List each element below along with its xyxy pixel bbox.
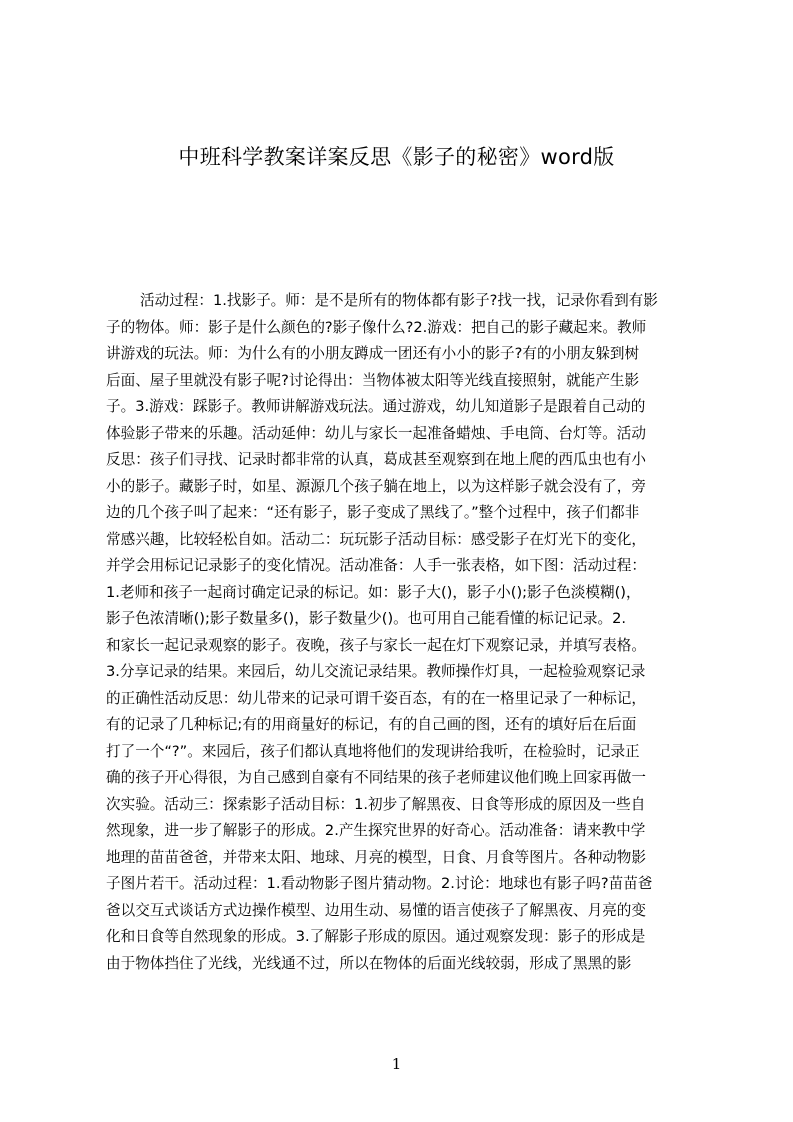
body-text [106, 288, 712, 977]
text-line: 确的孩子开心得很，为自己感到自豪有不同结果的孩子老师建议他们晚上回家再做一 [106, 769, 646, 786]
text-line: 影子色浓清晰();影子数量多()，影子数量少()。也可用自己能看懂的标记记录。2. [106, 610, 627, 627]
text-line: 的正确性活动反思：幼儿带来的记录可谓千姿百态，有的在一格里记录了一种标记， [106, 689, 646, 707]
text-line: 活动过程：1.找影子。师：是不是所有的物体都有影子?找一找，记录你看到有影 [140, 292, 658, 309]
text-line: 常感兴趣，比较轻松自如。活动二：玩玩影子活动目标：感受影子在灯光下的变化， [106, 530, 646, 548]
text-line: 后面、屋子里就没有影子呢?讨论得出：当物体被太阳等光线直接照射，就能产生影 [106, 371, 640, 389]
text-line: 子图片若干。活动过程：1.看动物影子图片猜动物。2.讨论：地球也有影子吗?苗苗爸 [106, 875, 653, 892]
text-line: 小的影子。藏影子时，如星、源源几个孩子躺在地上，以为这样影子就会没有了，旁 [106, 477, 646, 495]
text-line: 边的几个孩子叫了起来：“还有影子，影子变成了黑线了。”整个过程中，孩子们都非 [106, 504, 640, 521]
page-number: 1 [391, 1055, 402, 1073]
text-line: 体验影子带来的乐趣。活动延伸：幼儿与家长一起准备蜡烛、手电筒、台灯等。活动 [106, 424, 646, 442]
text-line: 化和日食等自然现象的形成。3.了解影子形成的原因。通过观察发现：影子的形成是 [106, 928, 646, 945]
text-line: 由于物体挡住了光线，光线通不过，所以在物体的后面光线较弱，形成了黑黑的影 [106, 954, 632, 972]
text-line: 1.老师和孩子一起商讨确定记录的标记。如：影子大()，影子小();影子色淡模糊()， [106, 583, 641, 601]
text-line: 并学会用标记记录影子的变化情况。活动准备：人手一张表格，如下图：活动过程： [106, 557, 646, 574]
text-line: 爸以交互式谈话方式边操作模型、边用生动、易懂的语言使孩子了解黑夜、月亮的变 [106, 901, 646, 919]
text-line: 地理的苗苗爸爸，并带来太阳、地球、月亮的模型，日食、月食等图片。各种动物影 [106, 848, 646, 866]
text-line: 然现象，进一步了解影子的形成。2.产生探究世界的好奇心。活动准备：请来教中学 [106, 822, 646, 839]
text-line: 子的物体。师：影子是什么颜色的?影子像什么?2.游戏：把自己的影子藏起来。教师 [106, 318, 647, 336]
document-title: 中班科学教案详案反思《影子的秘密》word版 [178, 145, 615, 169]
text-line: 3.分享记录的结果。来园后，幼儿交流记录结果。教师操作灯具，一起检验观察记录 [106, 663, 646, 680]
text-line: 子。3.游戏：踩影子。教师讲解游戏玩法。通过游戏，幼儿知道影子是跟着自己动的 [106, 398, 646, 415]
text-line: 讲游戏的玩法。师：为什么有的小朋友蹲成一团还有小小的影子?有的小朋友躲到树 [106, 345, 640, 362]
text-line: 和家长一起记录观察的影子。夜晚，孩子与家长一起在灯下观察记录，并填写表格。 [106, 636, 646, 654]
text-line: 有的记录了几种标记;有的用商量好的标记，有的自己画的图，还有的填好后在后面 [106, 716, 637, 733]
text-line: 反思：孩子们寻找、记录时都非常的认真，葛成甚至观察到在地上爬的西瓜虫也有小 [106, 451, 646, 468]
text-line: 打了一个“?”。来园后，孩子们都认真地将他们的发现讲给我听，在检验时，记录正 [106, 742, 640, 760]
text-line: 次实验。活动三：探索影子活动目标：1.初步了解黑夜、日食等形成的原因及一些自 [106, 795, 646, 813]
